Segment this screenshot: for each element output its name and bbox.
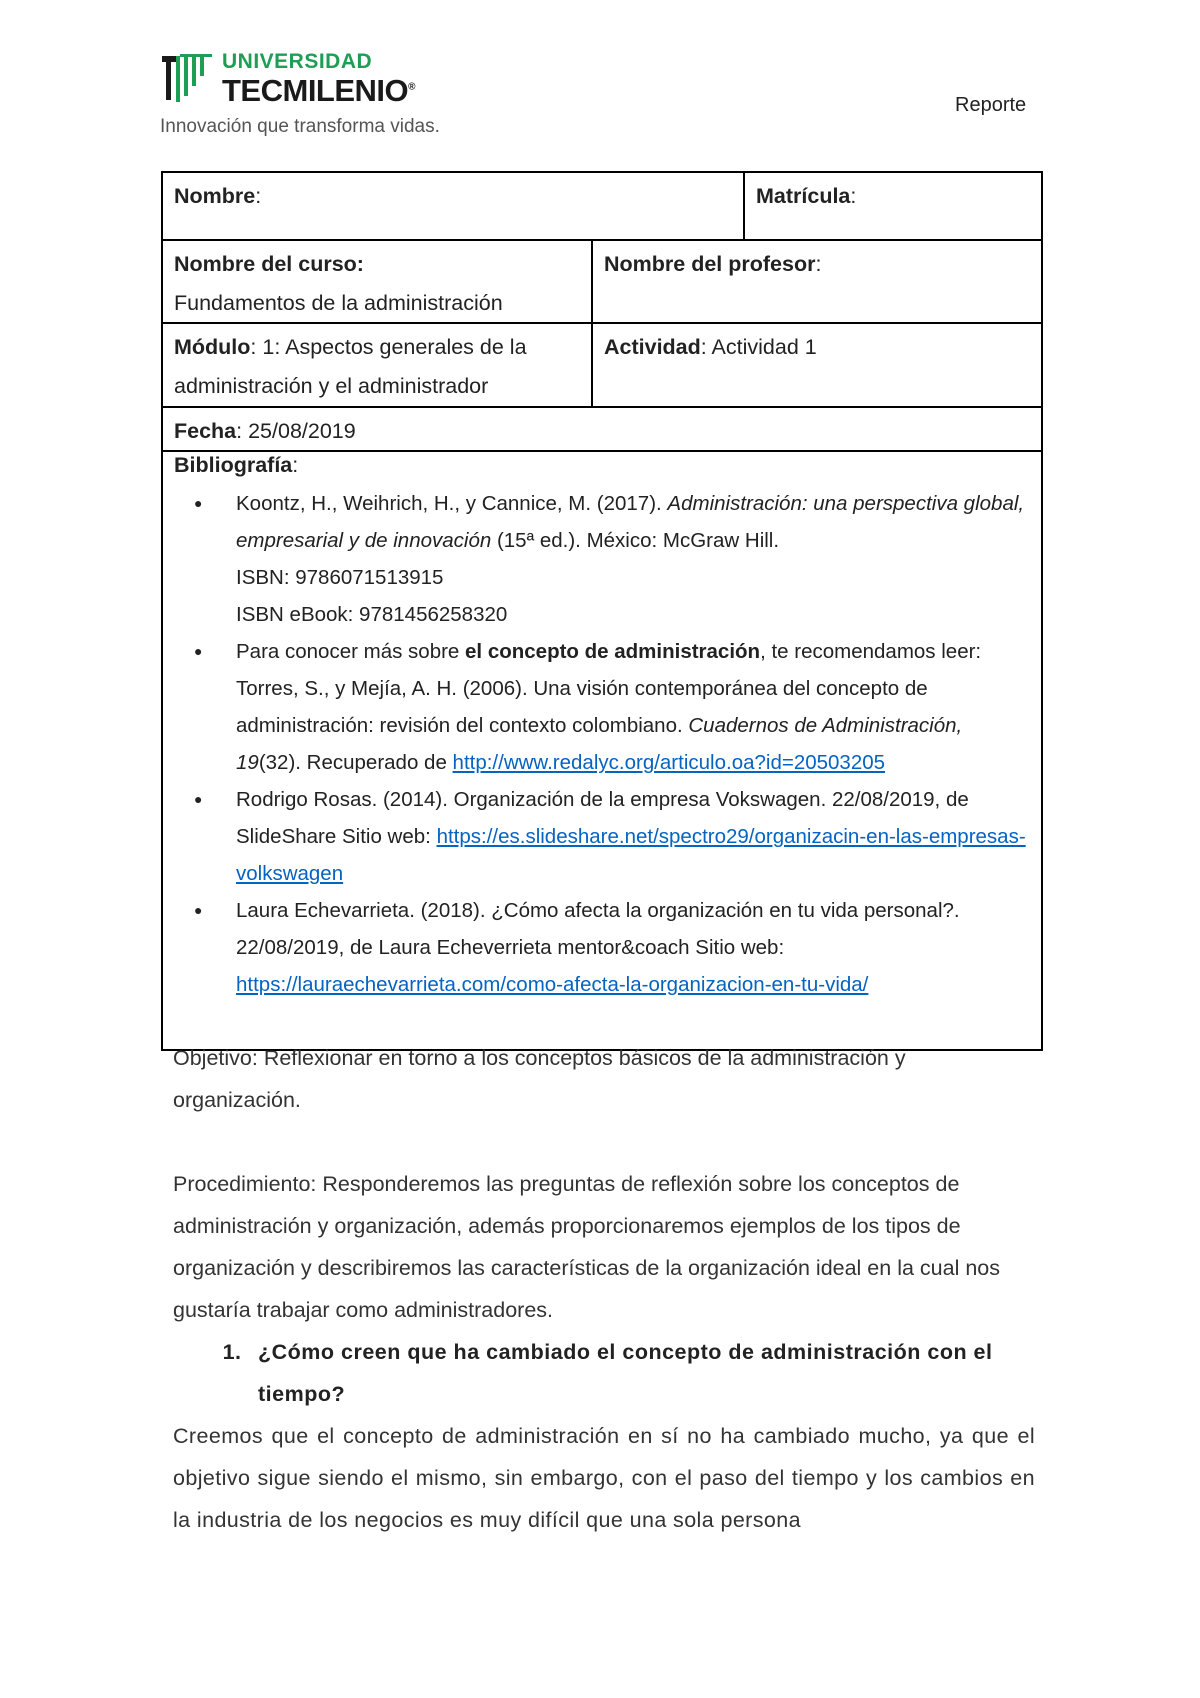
curso-label: Nombre del curso: (174, 252, 364, 276)
bib-item: ● Laura Echevarrieta. (2018). ¿Cómo afecta la organización en tu vida personal?. 22/08/2019, de Laura Echeverrieta mentor&coach Sitio web: https://lauraechevarrieta.com/como-afecta-la-organizacion-en-tu-vida/ (236, 892, 1030, 1003)
bib-item: ● Koontz, H., Weihrich, H., y Cannice, M. (2017). Administración: una perspectiva global, empresarial y de innovación (15ª ed.). México: McGraw Hill. ISBN: 9786071513915 ISBN eBook: 9781456258320 (236, 485, 1030, 633)
matricula-cell: Matrícula: (744, 172, 1042, 240)
bibliografia-label: Bibliografía (174, 453, 293, 478)
bibliografia-cell: Bibliografía: ● Koontz, H., Weihrich, H., y Cannice, M. (2017). Administración: una perspectiva global, empresarial y de innovación (15ª ed.). México: McGraw Hill. ISBN: 9786071513915 ISBN eBook: 9781456258320 ● Para conocer más sobre el concepto de administración, te recomendamos leer: Torres, S., y Mejía, A. H. (2006). Una visión contemporánea del concepto de administración: revisión del contexto colombiano. Cuadernos de Administración, 19(32). Recuperado de http://www.redalyc.org/articulo.oa?id=20503205 ● Rodrigo Rosas. (2014). Organización de la empresa Vokswagen. 22/08/2019, de SlideShare Sitio web: https://es.slideshare.net/spectro29/organizacin-en-las-empresas-volkswagen ● Laura Echevarrieta. (2018). ¿Cómo afecta la organización en tu vida personal?. 22/08/2019, de Laura Echeverrieta mentor&coach Sitio web: https://lauraechevarrieta.com/como-afecta-la-organizacion-en-tu-vida/ (162, 451, 1042, 1050)
objetivo-paragraph: Objetivo: Reflexionar en torno a los conceptos básicos de la administración y organización. (173, 1046, 906, 1112)
bib-item: ● Para conocer más sobre el concepto de administración, te recomendamos leer: Torres, S., y Mejía, A. H. (2006). Una visión contemporánea del concepto de administración: revisión del contexto colombiano. Cuadernos de Administración, 19(32). Recuperado de http://www.redalyc.org/articulo.oa?id=20503205 (236, 633, 1030, 781)
curso-cell (162, 240, 592, 323)
fecha-cell: Fecha: 25/08/2019 (162, 407, 1042, 452)
actividad-cell: Actividad: Actividad 1 (592, 323, 1042, 406)
logo-line2: TECMILENIO® (222, 73, 416, 108)
question-list (173, 1331, 1035, 1415)
modulo-cell: Módulo: 1: Aspectos generales de la administración y el administrador (162, 323, 592, 406)
lauraechevarrieta-link[interactable]: https://lauraechevarrieta.com/como-afecta-la-organizacion-en-tu-vida/ (236, 973, 869, 997)
curso-value: Fundamentos de la administración (174, 290, 503, 315)
logo-tagline: Innovación que transforma vidas. (160, 116, 440, 137)
question-1: 1. ¿Cómo creen que ha cambiado el concepto de administración con el tiempo? (248, 1331, 1035, 1415)
university-logo (160, 50, 440, 140)
report-label: Reporte (955, 94, 1027, 116)
nombre-cell: Nombre: (162, 172, 744, 240)
bibliography-list (174, 485, 1030, 1003)
document-body (173, 1037, 1035, 1541)
answer-1: Creemos que el concepto de administración en sí no ha cambiado mucho, ya que el objetivo sigue siendo el mismo, sin embargo, con el paso del tiempo y los cambios en la industria de los negocios es muy difícil que una sola persona (173, 1424, 1035, 1532)
bib-item: ● Rodrigo Rosas. (2014). Organización de la empresa Vokswagen. 22/08/2019, de SlideShare Sitio web: https://es.slideshare.net/spectro29/organizacin-en-las-empresas-volkswagen (236, 781, 1030, 892)
logo-line1: UNIVERSIDAD (222, 50, 373, 73)
redalyc-link[interactable]: http://www.redalyc.org/articulo.oa?id=20503205 (452, 751, 886, 775)
info-table (161, 171, 1043, 1051)
slideshare-link[interactable]: https://es.slideshare.net/spectro29/organizacin-en-las-empresas-volkswagen (236, 825, 1026, 886)
procedimiento-paragraph: Procedimiento: Responderemos las preguntas de reflexión sobre los conceptos de administración y organización, además proporcionaremos ejemplos de los tipos de organización y describiremos las características de la organización ideal en la cual nos gustaría trabajar como administradores. (173, 1172, 1000, 1322)
profesor-cell: Nombre del profesor: (592, 240, 1042, 323)
tecmilenio-mark-icon (160, 52, 216, 108)
